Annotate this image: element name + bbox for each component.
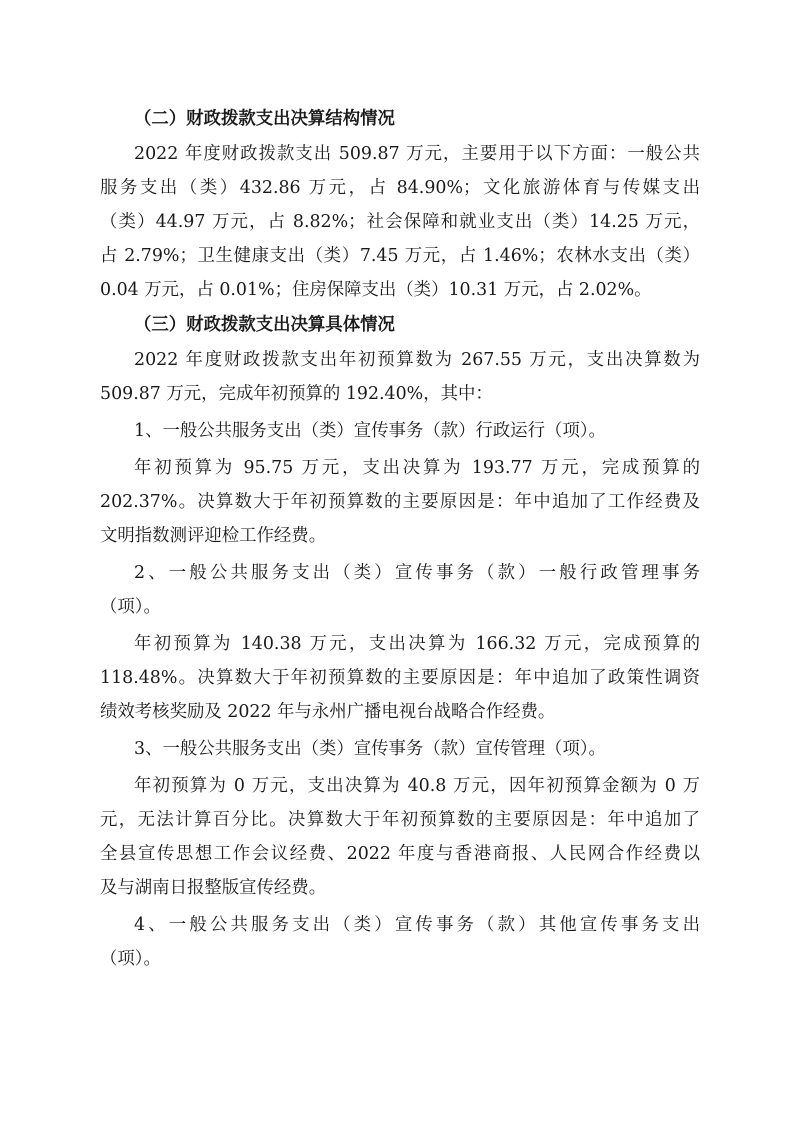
text-line: （项）。	[100, 597, 161, 617]
text-line: 年初预算为 0 万元，支出决算为 40.8 万元，因年初预算金额为 0 万	[134, 776, 700, 796]
section-heading-structure: （二）财政拨款支出决算结构情况	[134, 109, 395, 129]
text-line: 2022 年度财政拨款支出 509.87 万元，主要用于以下方面：一般公共	[134, 144, 700, 164]
text-line: 2、一般公共服务支出（类）宣传事务（款）一般行政管理事务	[134, 563, 700, 583]
text-line: 年初预算为 140.38 万元，支出决算为 166.32 万元，完成预算的	[134, 634, 700, 654]
text-line: 509.87 万元，完成年初预算的 192.40%，其中：	[100, 384, 493, 404]
item-title-3: 3、一般公共服务支出（类）宣传事务（款）宣传管理（项）。	[134, 739, 606, 759]
text-line: 绩效考核奖励及 2022 年与永州广播电视台战略合作经费。	[100, 702, 556, 722]
section-heading-detail: （三）财政拨款支出决算具体情况	[134, 315, 395, 335]
text-line: 服务支出（类）432.86 万元，占 84.90%；文化旅游体育与传媒支出	[100, 178, 700, 198]
item-title-1: 1、一般公共服务支出（类）宣传事务（款）行政运行（项）。	[134, 421, 606, 441]
text-line: 年初预算为 95.75 万元，支出决算为 193.77 万元，完成预算的	[134, 458, 700, 478]
text-line: （类）44.97 万元，占 8.82%；社会保障和就业支出（类）14.25 万元，	[100, 212, 700, 232]
text-line: 4、一般公共服务支出（类）宣传事务（款）其他宣传事务支出	[134, 915, 700, 935]
text-line: 118.48%。决算数大于年初预算数的主要原因是：年中追加了政策性调资	[100, 668, 700, 688]
text-line: 0.04 万元，占 0.01%；住房保障支出（类）10.31 万元，占 2.02%。	[100, 280, 652, 300]
text-line: 占 2.79%；卫生健康支出（类）7.45 万元，占 1.46%；农林水支出（类）	[100, 246, 700, 266]
text-line: 全县宣传思想工作会议经费、2022 年度与香港商报、人民网合作经费以	[100, 844, 700, 864]
text-line: 及与湖南日报整版宣传经费。	[100, 878, 327, 898]
text-line: （项）。	[100, 949, 161, 969]
text-line: 2022 年度财政拨款支出年初预算数为 267.55 万元，支出决算数为	[134, 350, 700, 370]
text-line: 元，无法计算百分比。决算数大于年初预算数的主要原因是：年中追加了	[100, 810, 700, 830]
text-line: 202.37%。决算数大于年初预算数的主要原因是：年中追加了工作经费及	[100, 492, 700, 512]
text-line: 文明指数测评迎检工作经费。	[100, 526, 327, 546]
